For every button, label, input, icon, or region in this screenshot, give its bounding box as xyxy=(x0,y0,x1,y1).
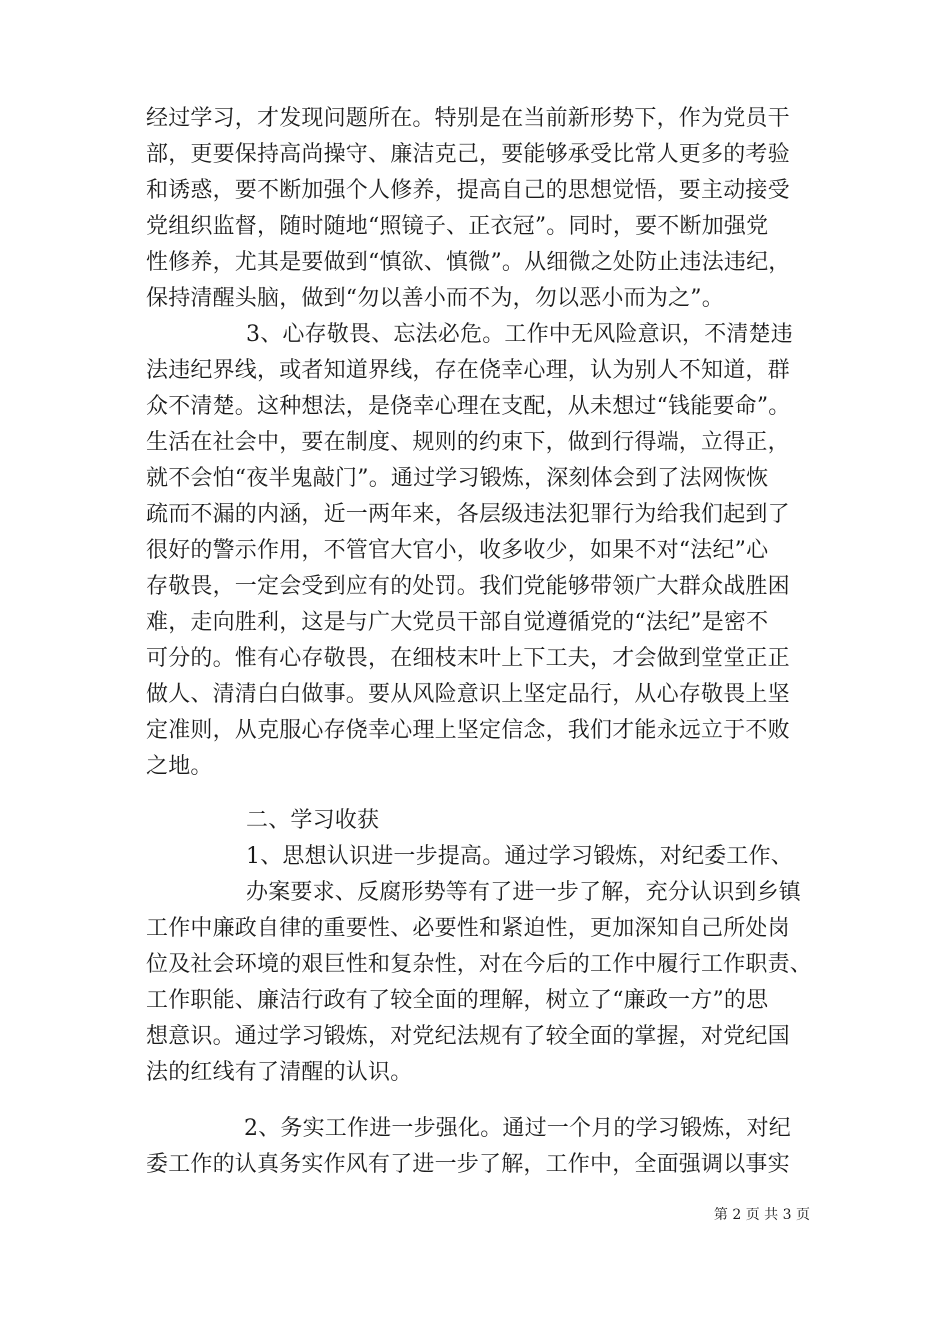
text-line: 部，更要保持高尚操守、廉洁克己，要能够承受比常人更多的考验 xyxy=(146,142,790,167)
text-line: 疏而不漏的内涵，近一两年来，各层级违法犯罪行为给我们起到了 xyxy=(146,502,790,527)
text-line: 很好的警示作用，不管官大官小，收多收少，如果不对“法纪”心 xyxy=(146,538,769,563)
text-line: 保持清醒头脑，做到“勿以善小而不为，勿以恶小而为之”。 xyxy=(146,286,724,311)
text-line: 存敬畏，一定会受到应有的处罚。我们党能够带领广大群众战胜困 xyxy=(146,574,790,599)
text-line: 委工作的认真务实作风有了进一步了解，工作中，全面强调以事实 xyxy=(146,1152,790,1177)
section-item-heading: 3、心存敬畏、忘法必危。工作中无风险意识，不清楚违 xyxy=(246,322,793,347)
text-line: 工作职能、廉洁行政有了较全面的理解，树立了“廉政一方”的思 xyxy=(146,988,769,1013)
text-line: 性修养，尤其是要做到“慎欲、慎微”。从细微之处防止违法违纪， xyxy=(146,250,791,275)
text-line: 位及社会环境的艰巨性和复杂性，对在今后的工作中履行工作职责、 xyxy=(146,952,813,977)
text-line: 定准则，从克服心存侥幸心理上坚定信念，我们才能永远立于不败 xyxy=(146,718,790,743)
text-line: 之地。 xyxy=(146,754,213,779)
text-line: 想意识。通过学习锻炼，对党纪法规有了较全面的掌握，对党纪国 xyxy=(146,1024,790,1049)
text-line: 和诱惑，要不断加强个人修养，提高自己的思想觉悟，要主动接受 xyxy=(146,178,790,203)
text-line: 众不清楚。这种想法，是侥幸心理在支配，从未想过“钱能要命”。 xyxy=(146,394,791,419)
text-line: 党组织监督，随时随地“照镜子、正衣冠”。同时，要不断加强党 xyxy=(146,214,769,239)
text-line: 法违纪界线，或者知道界线，存在侥幸心理，认为别人不知道，群 xyxy=(146,358,790,383)
text-line: 可分的。惟有心存敬畏，在细枝末叶上下工夫，才会做到堂堂正正 xyxy=(146,646,790,671)
text-line: 法的红线有了清醒的认识。 xyxy=(146,1060,413,1085)
text-line: 做人、清清白白做事。要从风险意识上坚定品行，从心存敬畏上坚 xyxy=(146,682,790,707)
text-line: 就不会怕“夜半鬼敲门”。通过学习锻炼，深刻体会到了法网恢恢 xyxy=(146,466,769,491)
page-footer: 第 2 页 共 3 页 xyxy=(713,1207,810,1223)
text-line: 办案要求、反腐形势等有了进一步了解，充分认识到乡镇 xyxy=(246,880,802,905)
text-line: 难，走向胜利，这是与广大党员干部自觉遵循党的“法纪”是密不 xyxy=(146,610,769,635)
text-line: 经过学习，才发现问题所在。特别是在当前新形势下，作为党员干 xyxy=(146,106,790,131)
text-line: 工作中廉政自律的重要性、必要性和紧迫性，更加深知自己所处岗 xyxy=(146,916,790,941)
section-item-heading: 1、思想认识进一步提高。通过学习锻炼，对纪委工作、 xyxy=(246,844,793,869)
section-item-heading: 2、务实工作进一步强化。通过一个月的学习锻炼，对纪 xyxy=(244,1116,791,1141)
text-line: 生活在社会中，要在制度、规则的约束下，做到行得端，立得正， xyxy=(146,430,790,455)
section-heading: 二、学习收获 xyxy=(246,808,380,833)
